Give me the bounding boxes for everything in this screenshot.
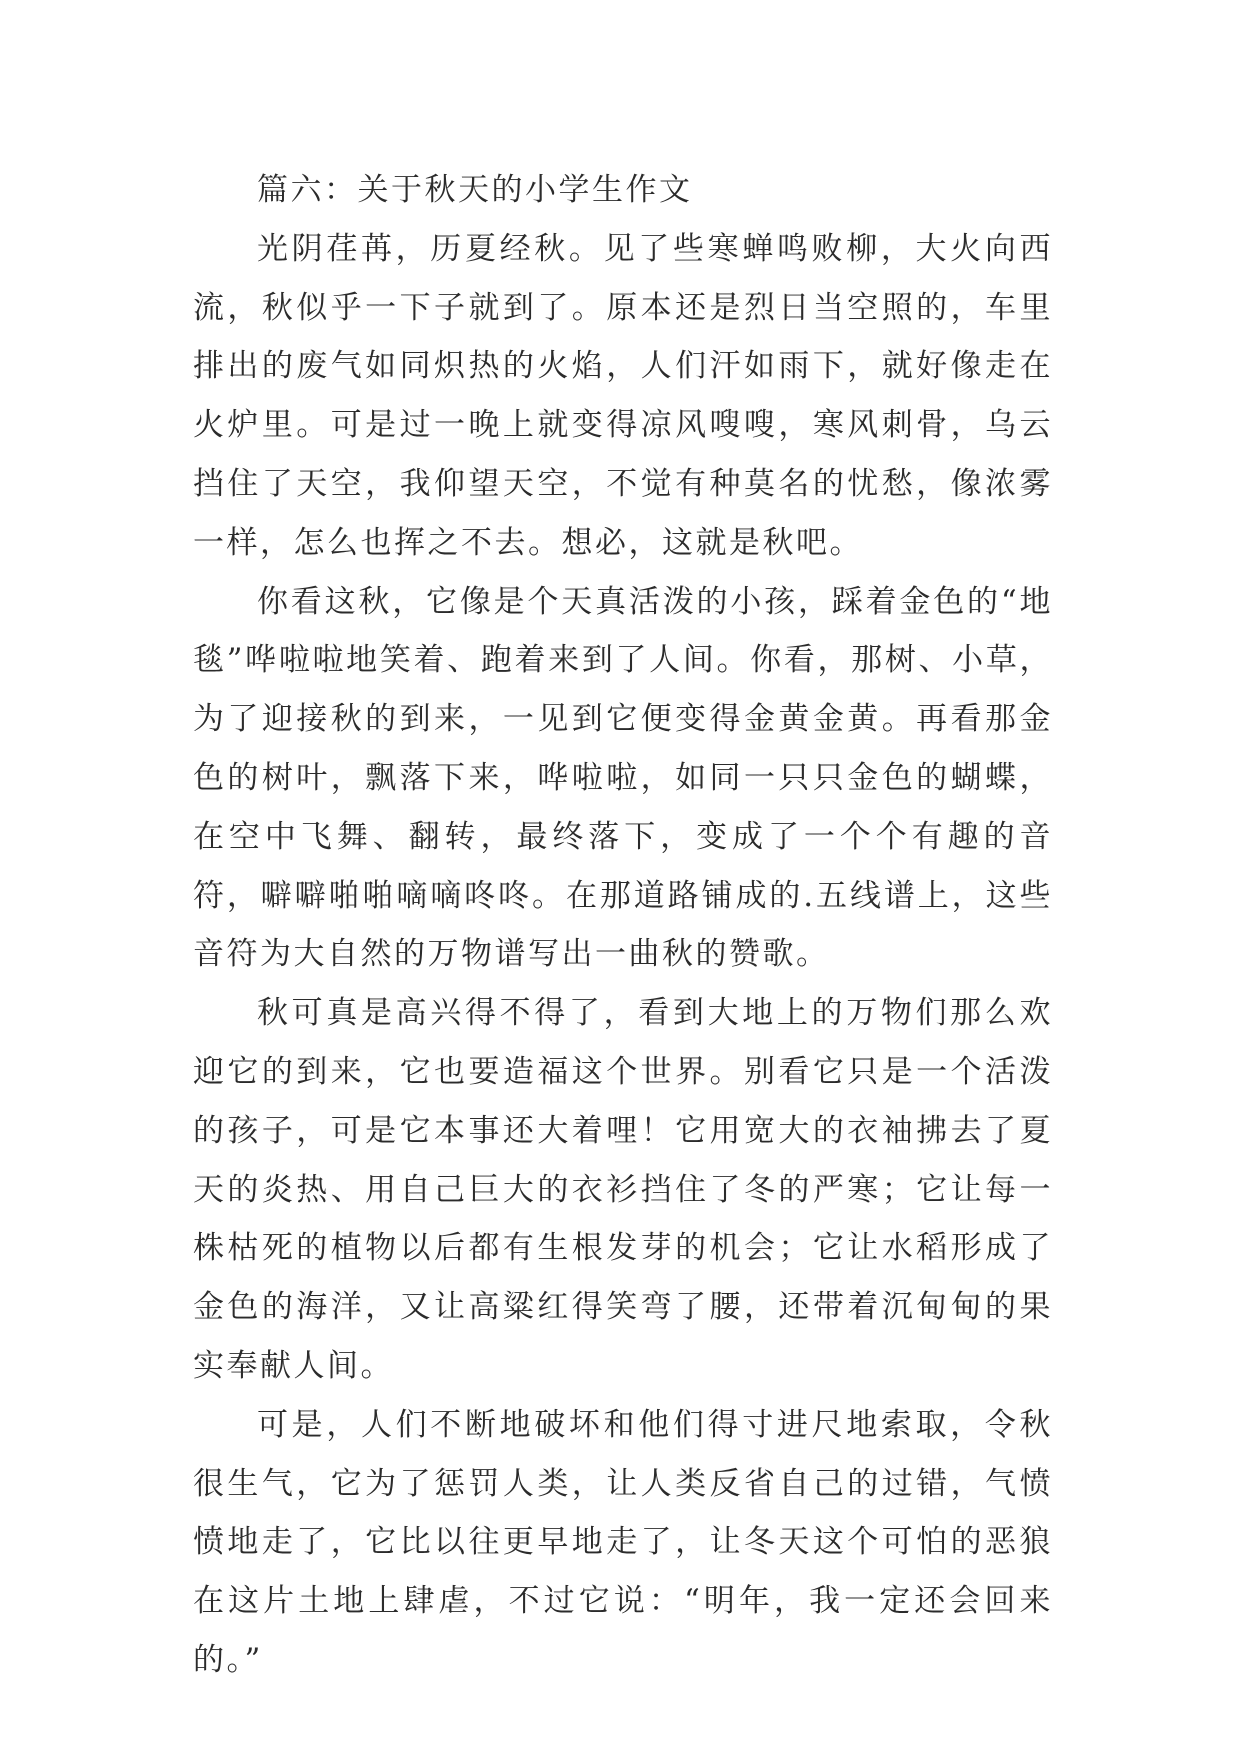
essay-paragraph-2: 你看这秋，它像是个天真活泼的小孩，踩着金色的“地毯”哗啦啦地笑着、跑着来到了人间。你看，那树、小草，为了迎接秋的到来，一见到它便变得金黄金黄。再看那金色的树叶，飘落下来，哗啦啦，如同一只只金色的蝴蝶，在空中飞舞、翻转，最终落下，变成了一个个有趣的音符，噼噼啪啪嘀嘀咚咚。在那道路铺成的.五线谱上，这些音符为大自然的万物谱写出一曲秋的赞歌。 xyxy=(193,583,1053,973)
essay-title: 篇六：关于秋天的小学生作文 xyxy=(257,172,693,208)
essay-body xyxy=(193,161,1053,1690)
essay-paragraph-3: 秋可真是高兴得不得了，看到大地上的万物们那么欢迎它的到来，它也要造福这个世界。别看它只是一个活泼的孩子，可是它本事还大着哩！它用宽大的衣袖拂去了夏天的炎热、用自己巨大的衣衫挡住了冬的严寒；它让每一株枯死的植物以后都有生根发芽的机会；它让水稻形成了金色的海洋，又让高粱红得笑弯了腰，还带着沉甸甸的果实奉献人间。 xyxy=(193,995,1053,1384)
essay-paragraph-4: 可是，人们不断地破坏和他们得寸进尺地索取，令秋很生气，它为了惩罚人类，让人类反省自己的过错，气愤愤地走了，它比以往更早地走了，让冬天这个可怕的恶狼在这片土地上肆虐，不过它说：“明年，我一定还会回来的。” xyxy=(193,1406,1053,1678)
essay-paragraph-1: 光阴荏苒，历夏经秋。见了些寒蝉鸣败柳，大火向西流，秋似乎一下子就到了。原本还是烈日当空照的，车里排出的废气如同炽热的火焰，人们汗如雨下，就好像走在火炉里。可是过一晚上就变得凉风嗖嗖，寒风刺骨，乌云挡住了天空，我仰望天空，不觉有种莫名的忧愁，像浓雾一样，怎么也挥之不去。想必，这就是秋吧。 xyxy=(193,230,1053,561)
